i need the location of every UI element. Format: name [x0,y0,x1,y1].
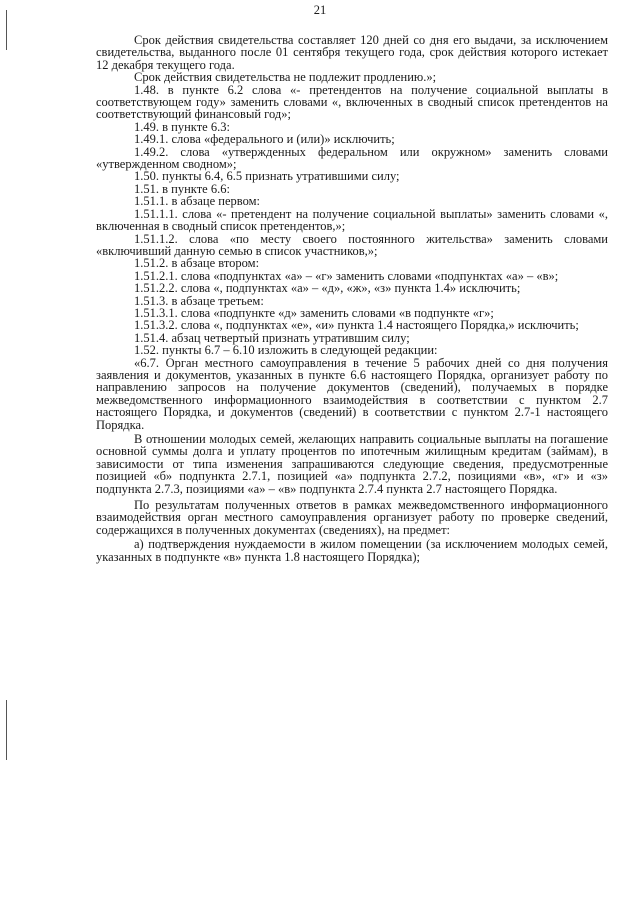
document-body [96,34,608,563]
paragraph: 1.51.1. в абзаце первом: [134,194,260,209]
page-number: 21 [313,3,327,17]
paragraph: 1.50. пункты 6.4, 6.5 признать утратившими силу; [134,169,400,184]
scan-edge-line [6,700,7,760]
paragraph: 1.51. в пункте 6.6: [134,181,230,196]
paragraph: 1.49. в пункте 6.3: [134,119,230,134]
paragraph: «6.7. Орган местного самоуправления в течение 5 рабочих дней со дня получения заявления и документов, указанных в пункте 6.6 настоящего Порядка, организует работу по направлению запросов на получение документов (сведений), получаемых в порядке межведомственного информационного взаимодействия в соответствии с пунктом 2.7 настоящего Порядка, и документов (сведений) в соответствии с пунктом 2.7-1 настоящего Порядка. [96,355,608,432]
paragraph: 1.51.2. в абзаце втором: [134,256,260,271]
paragraph: 1.51.3.2. слова «, подпунктах «е», «и» пункта 1.4 настоящего Порядка,» исключить; [134,318,579,333]
paragraph: а) подтверждения нуждаемости в жилом помещении (за исключением молодых семей, указанных в подпункте «в» пункта 1.8 настоящего Порядка); [96,537,608,564]
paragraph: 1.51.3. в абзаце третьем: [134,293,264,308]
paragraph: В отношении молодых семей, желающих направить социальные выплаты на погашение основной суммы долга и уплату процентов по ипотечным жилищным кредитам (займам), в зависимости от типа изменения запрашиваются следующие сведения, предусмотренные позицией «б» подпункта 2.7.1, позицией «а» подпункта 2.7.2, позициями «в», «г» и «з» подпункта 2.7.3, позициями «а» – «в» подпункта 2.7.4 пункта 2.7 настоящего Порядка. [96,432,608,496]
paragraph: Срок действия свидетельства не подлежит продлению.»; [134,70,437,85]
paragraph: 1.51.3.1. слова «подпункте «д» заменить словами «в подпункте «г»; [134,305,494,320]
paragraph: 1.51.2.1. слова «подпунктах «а» – «г» заменить словами «подпунктах «а» – «в»; [134,268,559,283]
paragraph: 1.52. пункты 6.7 – 6.10 изложить в следующей редакции: [134,343,438,358]
paragraph: 1.51.1.1. слова «- претендент на получение социальной выплаты» заменить словами «, включенная в сводный список претендентов,»; [96,206,608,234]
paragraph: 1.49.1. слова «федерального и (или)» исключить; [134,132,395,147]
paragraph: 1.51.4. абзац четвертый признать утратившим силу; [134,330,410,345]
paragraph: 1.49.2. слова «утвержденных федеральном или окружном» заменить словами «утвержденном сводном»; [96,144,608,172]
paragraph: 1.51.2.2. слова «, подпунктах «а» – «д», «ж», «з» пункта 1.4» исключить; [134,281,521,296]
paragraph: Срок действия свидетельства составляет 120 дней со дня его выдачи, за исключением свидетельства, выданного после 01 сентября текущего года, срок действия которого истекает 12 декабря текущего года. [96,33,608,72]
paragraph: 1.48. в пункте 6.2 слова «- претендентов на получение социальной выплаты в соответствующем году» заменить словами «, включенных в сводный список претендентов на соответствующий финансовый год»; [96,82,608,122]
paragraph: По результатам полученных ответов в рамках межведомственного информационного взаимодействия орган местного самоуправления организует работу по проверке сведений, содержащихся в полученных документах (сведениях), на предмет: [96,498,608,537]
paragraph: 1.51.1.2. слова «по месту своего постоянного жительства» заменить словами «включивший данную семью в список участников,»; [96,231,608,258]
